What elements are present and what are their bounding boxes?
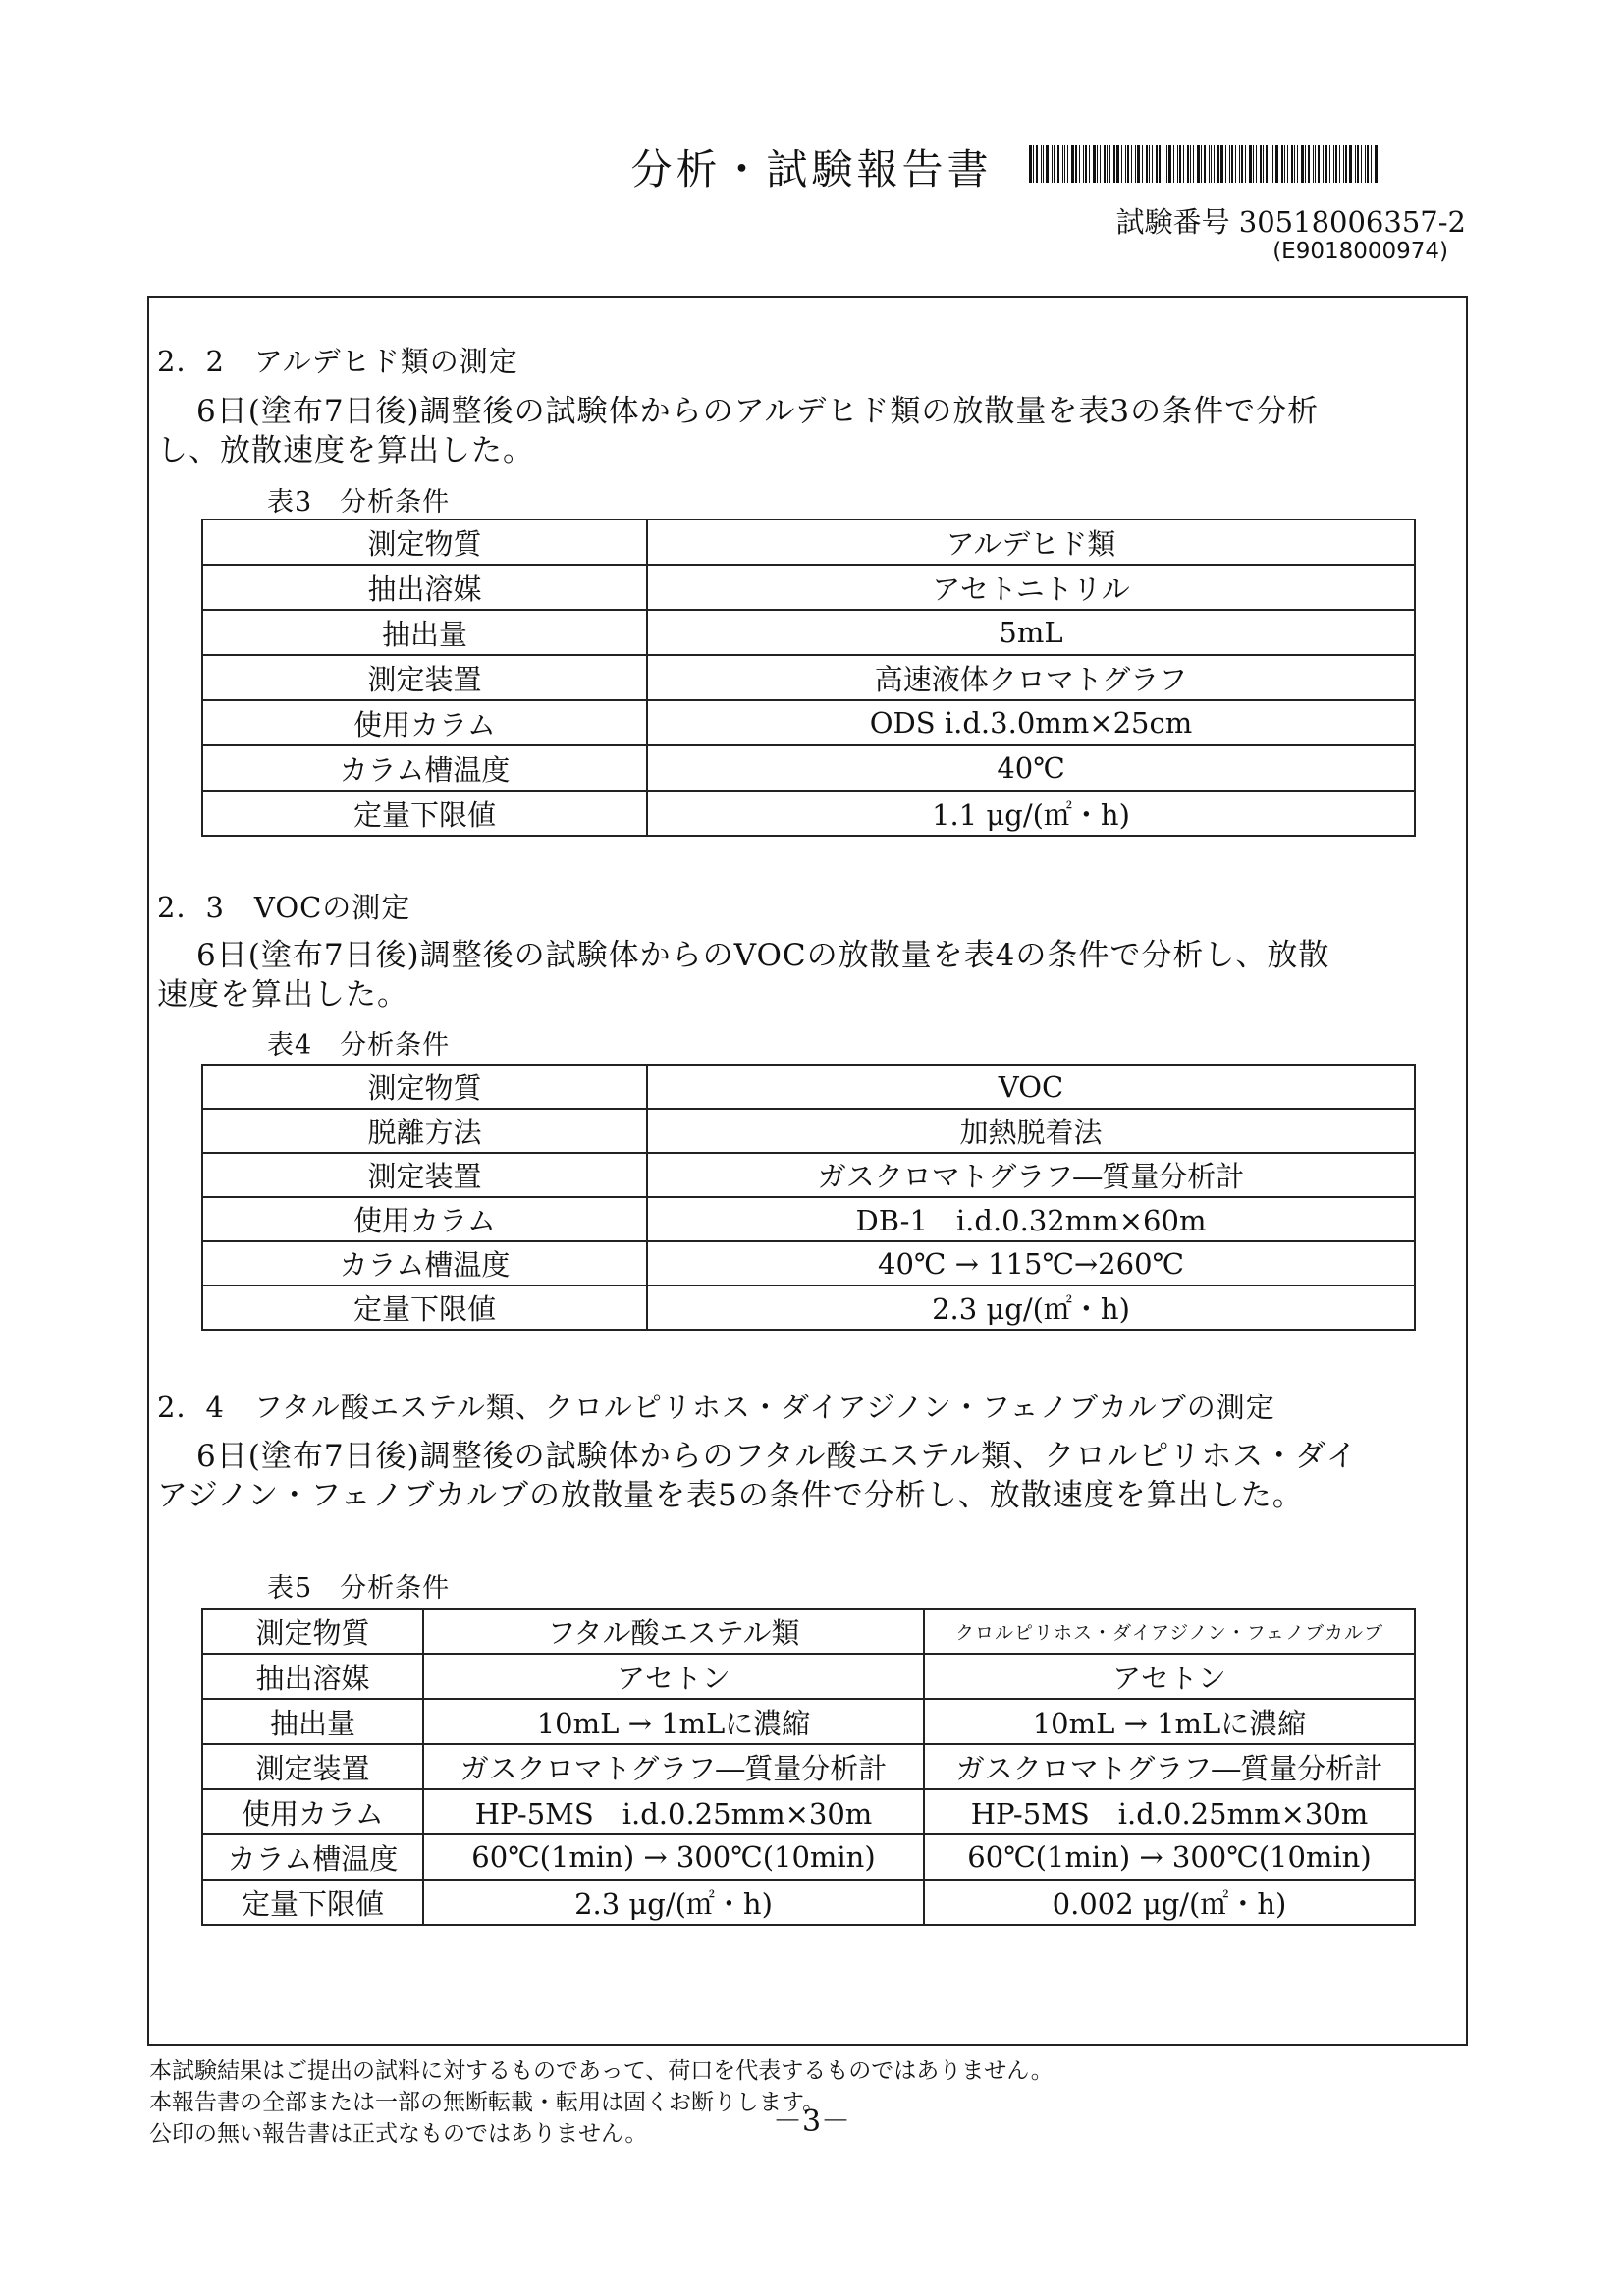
barcode-bar: [1266, 145, 1268, 183]
footer-note-1: 本試験結果はご提出の試料に対するものであって、荷口を代表するものではありません。: [149, 2058, 1054, 2084]
barcode-bar: [1253, 145, 1254, 183]
barcode-bar: [1177, 145, 1178, 183]
barcode-bar: [1245, 145, 1246, 183]
table-5-caption: 表5 分析条件: [267, 1573, 451, 1604]
barcode-bar: [1067, 145, 1068, 183]
table-cell-value: 10mL → 1mLに濃縮: [924, 1699, 1415, 1744]
table-cell-value: 2.3 μg/(㎡・h): [647, 1285, 1415, 1330]
barcode-bar: [1214, 145, 1215, 183]
barcode-bar: [1260, 145, 1262, 183]
table-cell-label: カラム槽温度: [202, 1241, 647, 1285]
barcode-bar: [1345, 145, 1347, 183]
table-cell-label: カラム槽温度: [202, 1834, 423, 1880]
barcode-bar: [1275, 145, 1278, 183]
barcode-bar: [1166, 145, 1167, 183]
barcode-bar: [1193, 145, 1194, 183]
barcode-bar: [1079, 145, 1080, 183]
barcode-bar: [1137, 145, 1140, 183]
barcode-bar: [1113, 145, 1115, 183]
table-cell-value: 高速液体クロマトグラフ: [647, 655, 1415, 700]
footer-note-2: 本報告書の全部または一部の無断転載・転用は固くお断りします。: [149, 2090, 826, 2115]
table-cell-label: 測定装置: [202, 1153, 647, 1197]
barcode-bar: [1297, 145, 1298, 183]
barcode-bar: [1046, 145, 1049, 183]
barcode-bar: [1235, 145, 1236, 183]
table-row: [202, 700, 1415, 745]
barcode-bar: [1131, 145, 1132, 183]
barcode-bar: [1315, 145, 1316, 183]
table-4: [201, 1064, 1416, 1331]
barcode-bar: [1146, 145, 1148, 183]
barcode-bar: [1204, 145, 1206, 183]
barcode-bar: [1371, 145, 1372, 183]
barcode-bar: [1201, 145, 1202, 183]
table-row: [202, 655, 1415, 700]
table-row: [202, 519, 1415, 565]
barcode-bar: [1190, 145, 1191, 183]
barcode-bar: [1159, 145, 1161, 183]
table-3: [201, 519, 1416, 837]
barcode-bar: [1183, 145, 1184, 183]
document-title: 分析・試験報告書: [630, 145, 993, 193]
table-cell-label: 定量下限値: [202, 1880, 423, 1925]
barcode-bar: [1305, 145, 1306, 183]
barcode-bar: [1272, 145, 1273, 183]
barcode-bar: [1343, 145, 1344, 183]
section-2-2-line-2: し、放散速度を算出した。: [157, 433, 534, 468]
barcode-bar: [1173, 145, 1174, 183]
table-cell-label: 抽出量: [202, 610, 647, 655]
barcode-bar: [1054, 145, 1055, 183]
section-2-4-line-1: 6日(塗布7日後)調整後の試験体からのフタル酸エステル類、クロルピリホス・ダイ: [196, 1439, 1358, 1474]
barcode-bar: [1211, 145, 1212, 183]
barcode-bar: [1121, 145, 1122, 183]
table-cell-label: 測定装置: [202, 1744, 423, 1789]
barcode-bar: [1239, 145, 1240, 183]
table-row: [202, 565, 1415, 610]
barcode-bar: [1156, 145, 1158, 183]
table-row: [202, 1065, 1415, 1109]
barcode-bar: [1085, 145, 1087, 183]
barcode-bar: [1029, 145, 1032, 183]
table-cell-label: 使用カラム: [202, 1789, 423, 1834]
barcode-bar: [1281, 145, 1283, 183]
table-row: [202, 791, 1415, 836]
table-cell-label: 測定装置: [202, 655, 647, 700]
table-cell-value: アセトン: [423, 1654, 924, 1699]
table-row: [202, 745, 1415, 791]
barcode-bar: [1127, 145, 1129, 183]
barcode-bar: [1052, 145, 1053, 183]
table-row: [202, 1789, 1415, 1834]
barcode-bar: [1355, 145, 1356, 183]
barcode: [1029, 145, 1410, 183]
table-cell-label: 抽出溶媒: [202, 565, 647, 610]
table-cell-value: 10mL → 1mLに濃縮: [423, 1699, 924, 1744]
barcode-bar: [1089, 145, 1090, 183]
barcode-bar: [1241, 145, 1243, 183]
table-cell-value: ODS i.d.3.0mm×25cm: [647, 700, 1415, 745]
barcode-bar: [1308, 145, 1310, 183]
barcode-bar: [1365, 145, 1366, 183]
table-cell-label: 脱離方法: [202, 1109, 647, 1153]
barcode-bar: [1187, 145, 1189, 183]
table-row: [202, 1109, 1415, 1153]
barcode-bar: [1323, 145, 1324, 183]
barcode-bar: [1036, 145, 1038, 183]
barcode-bar: [1231, 145, 1233, 183]
barcode-bar: [1301, 145, 1304, 183]
table-row: [202, 1744, 1415, 1789]
table-cell-value: フタル酸エステル類: [423, 1609, 924, 1654]
barcode-bar: [1263, 145, 1264, 183]
section-heading-2-3: 2．3 VOCの測定: [157, 891, 411, 924]
barcode-bar: [1062, 145, 1063, 183]
barcode-bar: [1339, 145, 1340, 183]
table-cell-value: ガスクロマトグラフ―質量分析計: [924, 1744, 1415, 1789]
table-cell-value: 加熱脱着法: [647, 1109, 1415, 1153]
table-row: [202, 1197, 1415, 1241]
barcode-bar: [1149, 145, 1150, 183]
barcode-bar: [1142, 145, 1143, 183]
barcode-bar: [1225, 145, 1226, 183]
barcode-bar: [1291, 145, 1293, 183]
barcode-bar: [1335, 145, 1337, 183]
barcode-bar: [1325, 145, 1327, 183]
barcode-bar: [1357, 145, 1359, 183]
barcode-bar: [1043, 145, 1044, 183]
table-cell-value: アセトン: [924, 1654, 1415, 1699]
barcode-bar: [1083, 145, 1084, 183]
barcode-bar: [1367, 145, 1369, 183]
table-cell-value: アセトニトリル: [647, 565, 1415, 610]
barcode-bar: [1209, 145, 1210, 183]
barcode-bar: [1071, 145, 1074, 183]
page-number: －3－: [772, 2105, 851, 2139]
barcode-bar: [1057, 145, 1059, 183]
table-cell-label: 測定物質: [202, 1065, 647, 1109]
section-2-4-line-2: アジノン・フェノブカルブの放散量を表5の条件で分析し、放散速度を算出した。: [157, 1478, 1304, 1513]
table-row: [202, 1241, 1415, 1285]
table-4-caption: 表4 分析条件: [267, 1030, 451, 1061]
barcode-bar: [1135, 145, 1136, 183]
barcode-bar: [1284, 145, 1285, 183]
barcode-bar: [1329, 145, 1330, 183]
table-cell-label: 抽出量: [202, 1699, 423, 1744]
table-cell-label: カラム槽温度: [202, 745, 647, 791]
barcode-bar: [1313, 145, 1314, 183]
barcode-bar: [1041, 145, 1042, 183]
barcode-bar: [1375, 145, 1378, 183]
table-cell-label: 定量下限値: [202, 1285, 647, 1330]
barcode-bar: [1249, 145, 1252, 183]
table-cell-label: 測定物質: [202, 1609, 423, 1654]
table-cell-value: 1.1 μg/(㎡・h): [647, 791, 1415, 836]
table-cell-value: 40℃ → 115℃→260℃: [647, 1241, 1415, 1285]
table-cell-value: 0.002 μg/(㎡・h): [924, 1880, 1415, 1925]
table-cell-value: クロルピリホス・ダイアジノン・フェノブカルブ: [924, 1609, 1415, 1654]
table-row: [202, 1699, 1415, 1744]
barcode-bar: [1097, 145, 1098, 183]
barcode-bar: [1104, 145, 1106, 183]
section-heading-2-4: 2．4 フタル酸エステル類、クロルピリホス・ダイアジノン・フェノブカルブの測定: [157, 1391, 1275, 1424]
table-cell-label: 使用カラム: [202, 700, 647, 745]
table-cell-label: 抽出溶媒: [202, 1654, 423, 1699]
table-row: [202, 1153, 1415, 1197]
barcode-bar: [1064, 145, 1065, 183]
table-row: [202, 1834, 1415, 1880]
table-cell-value: 5mL: [647, 610, 1415, 655]
barcode-bar: [1093, 145, 1096, 183]
barcode-bar: [1333, 145, 1334, 183]
table-cell-value: アルデヒド類: [647, 519, 1415, 565]
table-row: [202, 610, 1415, 655]
section-heading-2-2: 2．2 アルデヒド類の測定: [157, 345, 518, 378]
barcode-bar: [1109, 145, 1110, 183]
table-cell-label: 定量下限値: [202, 791, 647, 836]
barcode-bar: [1361, 145, 1362, 183]
section-2-3-line-1: 6日(塗布7日後)調整後の試験体からのVOCの放散量を表4の条件で分析し、放散: [196, 938, 1330, 973]
sub-number: (E9018000974): [1272, 239, 1448, 264]
barcode-bar: [1217, 145, 1219, 183]
barcode-bar: [1256, 145, 1257, 183]
barcode-bar: [1229, 145, 1230, 183]
table-3-caption: 表3 分析条件: [267, 487, 451, 518]
barcode-bar: [1107, 145, 1108, 183]
table-row: [202, 1654, 1415, 1699]
table-cell-value: 60℃(1min) → 300℃(10min): [924, 1834, 1415, 1880]
table-cell-label: 使用カラム: [202, 1197, 647, 1241]
table-row: [202, 1285, 1415, 1330]
table-row: [202, 1609, 1415, 1654]
footer-note-3: 公印の無い報告書は正式なものではありません。: [149, 2121, 648, 2147]
table-cell-label: 測定物質: [202, 519, 647, 565]
barcode-bar: [1220, 145, 1223, 183]
barcode-bar: [1100, 145, 1101, 183]
barcode-bar: [1294, 145, 1295, 183]
barcode-bar: [1075, 145, 1077, 183]
barcode-bar: [1197, 145, 1200, 183]
test-number: 試験番号 30518006357-2: [1115, 205, 1466, 239]
section-2-2-line-1: 6日(塗布7日後)調整後の試験体からのアルデヒド類の放散量を表3の条件で分析: [196, 394, 1320, 429]
table-cell-value: 2.3 μg/(㎡・h): [423, 1880, 924, 1925]
barcode-bar: [1179, 145, 1181, 183]
barcode-bar: [1349, 145, 1352, 183]
table-cell-value: HP-5MS i.d.0.25mm×30m: [423, 1789, 924, 1834]
barcode-bar: [1318, 145, 1320, 183]
barcode-bar: [1033, 145, 1034, 183]
table-cell-value: ガスクロマトグラフ―質量分析計: [647, 1153, 1415, 1197]
table-cell-value: DB-1 i.d.0.32mm×60m: [647, 1197, 1415, 1241]
barcode-bar: [1116, 145, 1119, 183]
table-cell-value: VOC: [647, 1065, 1415, 1109]
barcode-bar: [1287, 145, 1288, 183]
table-5: [201, 1608, 1416, 1926]
barcode-bar: [1168, 145, 1171, 183]
barcode-bar: [1152, 145, 1153, 183]
barcode-bar: [1125, 145, 1126, 183]
table-cell-value: 60℃(1min) → 300℃(10min): [423, 1834, 924, 1880]
section-2-3-line-2: 速度を算出した。: [157, 977, 408, 1012]
table-cell-value: HP-5MS i.d.0.25mm×30m: [924, 1789, 1415, 1834]
table-cell-value: ガスクロマトグラフ―質量分析計: [423, 1744, 924, 1789]
table-row: [202, 1880, 1415, 1925]
table-cell-value: 40℃: [647, 745, 1415, 791]
